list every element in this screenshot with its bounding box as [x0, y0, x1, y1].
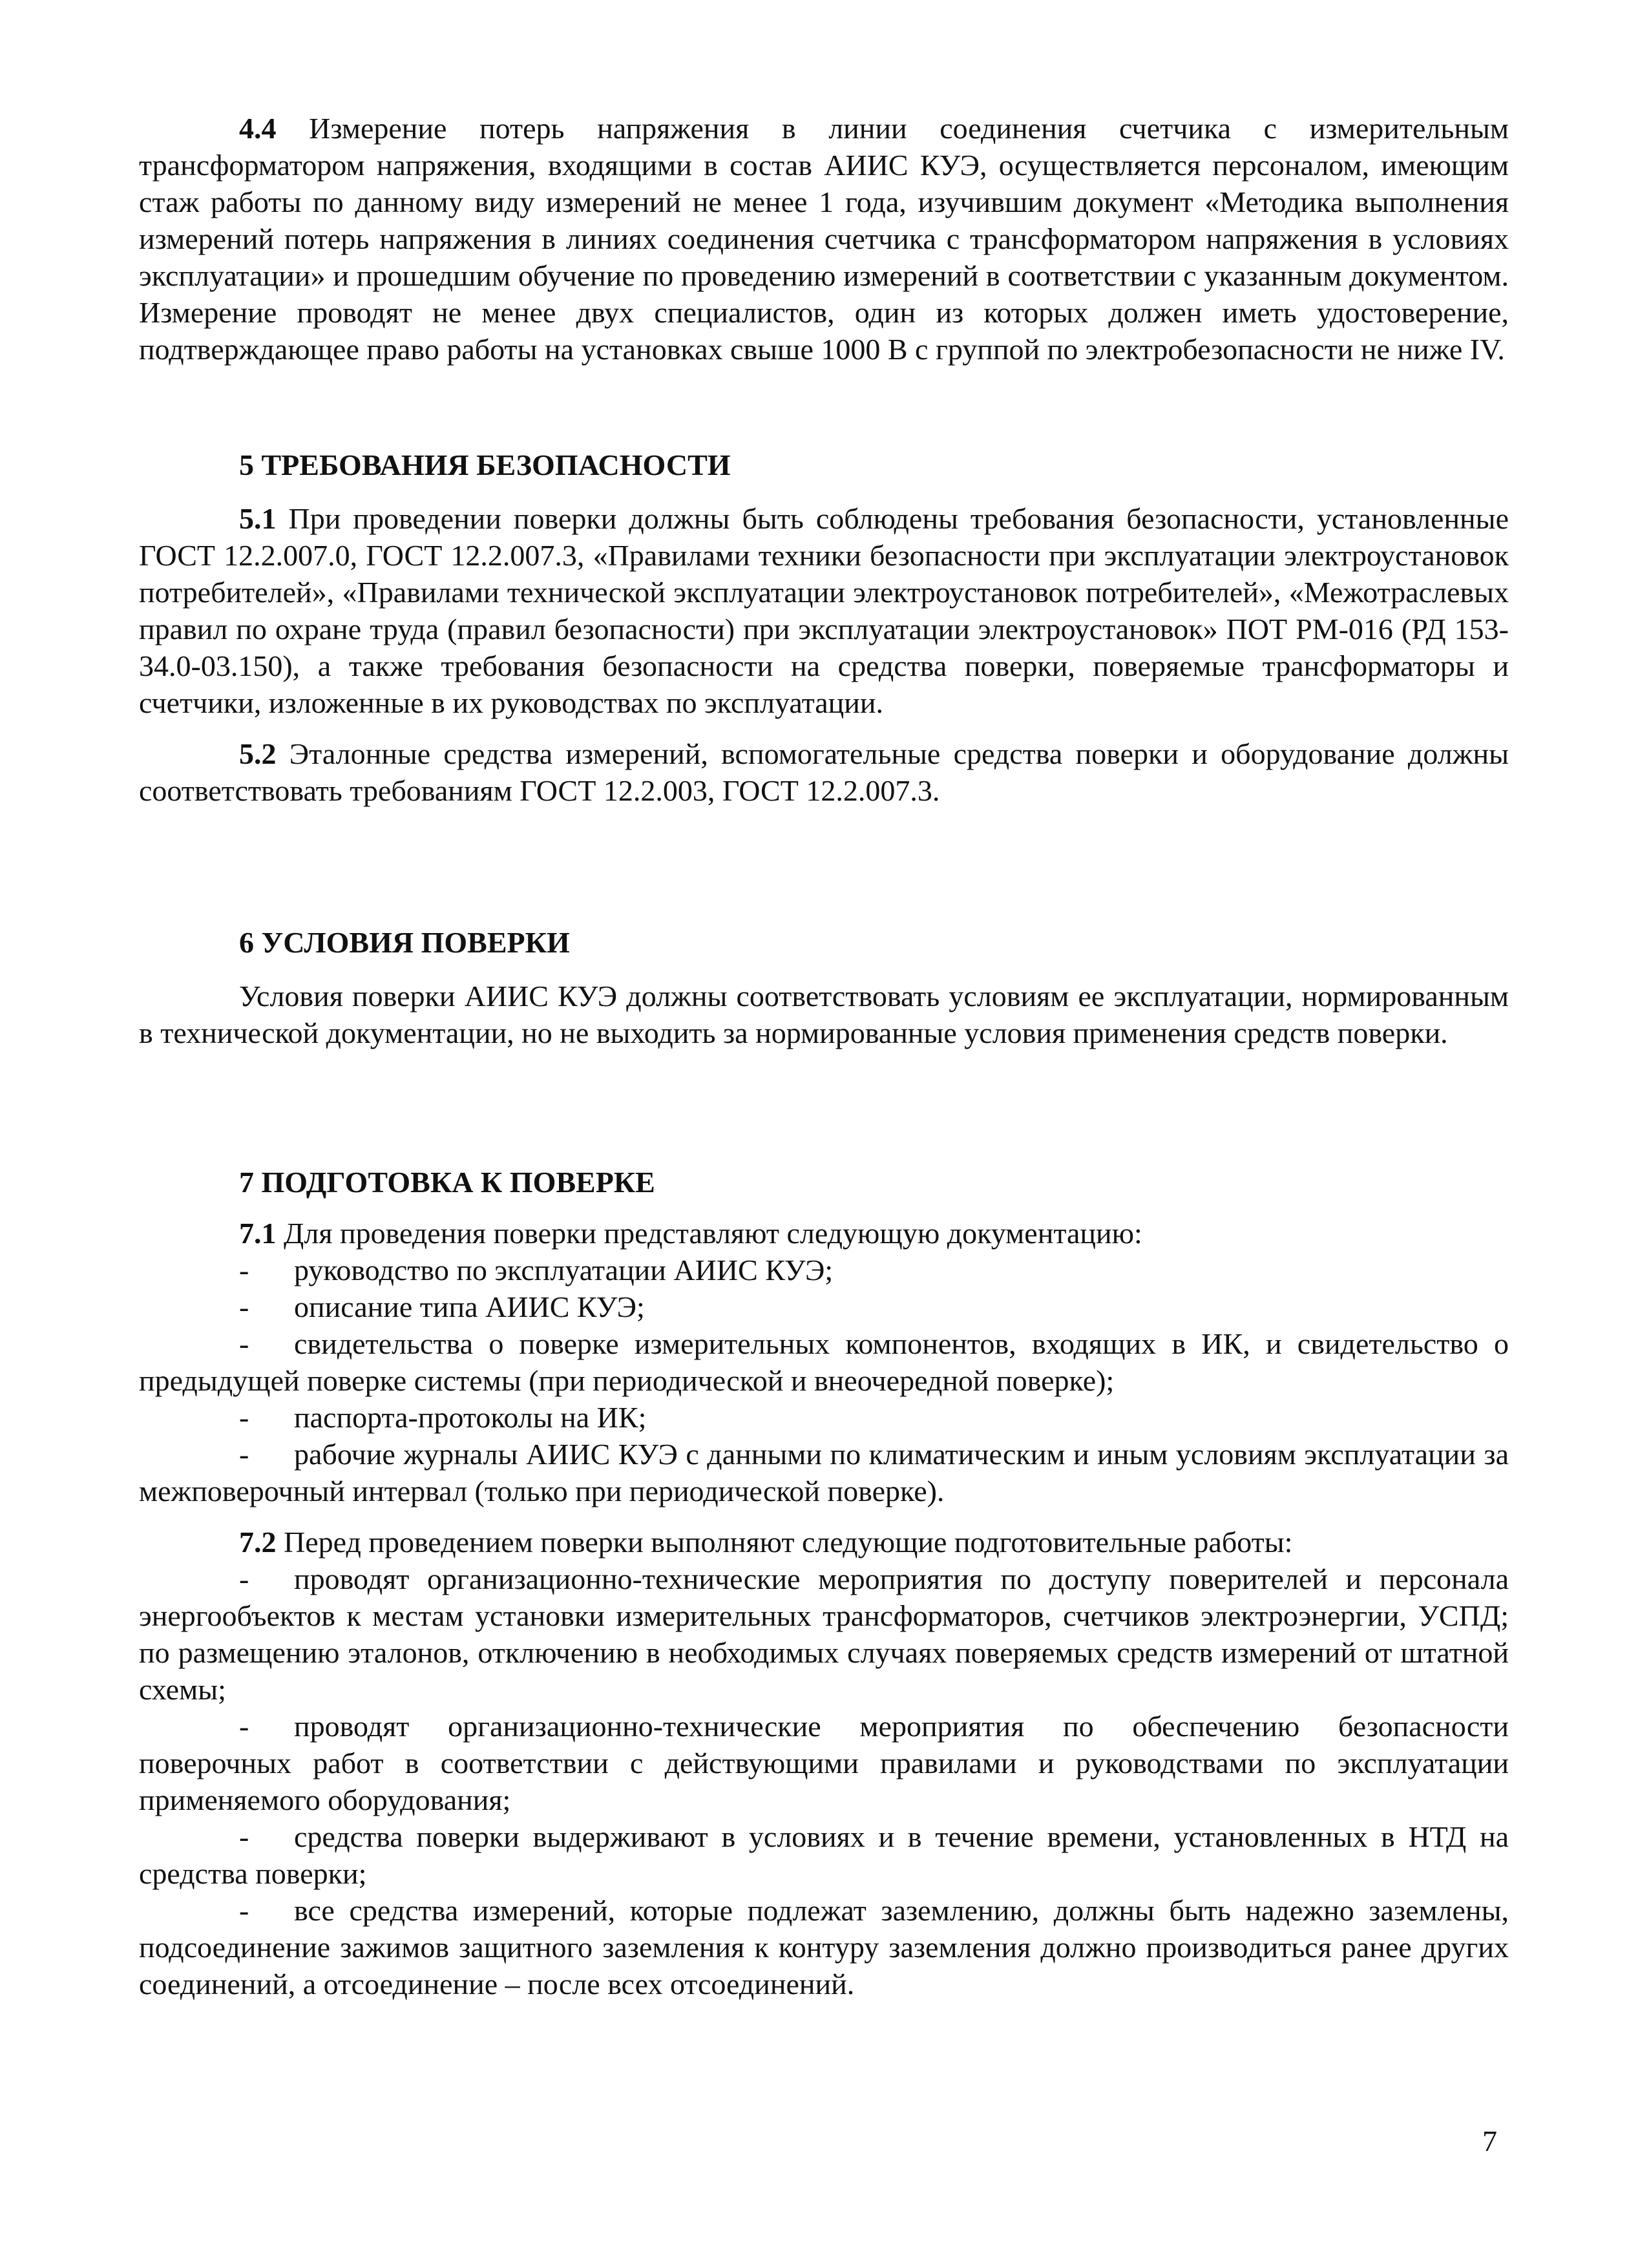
paragraph-5-2: [139, 735, 1509, 809]
list-item-text: все средства измерений, которые подлежат заземлению, должны быть надежно заземлены, подсоединение зажимов защитного заземления к контуру заземления должно производиться ранее других соединений, а отсоединение – после всех отсоединений.: [139, 1894, 1509, 2000]
paragraph-text: Условия поверки АИИС КУЭ должны соответствовать условиям ее эксплуатации, нормированным в технической документации, но не выходить за нормированные условия применения средств поверки.: [139, 980, 1509, 1049]
list-item: [139, 1818, 1509, 1892]
list-item: [139, 1708, 1509, 1818]
list-item-text: свидетельства о поверке измерительных компонентов, входящих в ИК, и свидетельство о предыдущей поверке системы (при периодической и внеочередной поверке);: [139, 1327, 1509, 1397]
paragraph-7-1: [139, 1215, 1509, 1252]
list-item: [139, 1288, 1509, 1325]
list-item-text: паспорта-протоколы на ИК;: [294, 1401, 647, 1434]
list-item-text: средства поверки выдерживают в условиях и в течение времени, установленных в НТД на средства поверки;: [139, 1820, 1509, 1890]
list-item: [139, 1399, 1509, 1436]
list-item: [139, 1252, 1509, 1288]
dash-bullet: -: [239, 1820, 249, 1853]
document-page: [139, 110, 1509, 2229]
list-item: [139, 1892, 1509, 2002]
dash-bullet: -: [239, 1401, 249, 1434]
dash-bullet: -: [239, 1562, 249, 1595]
paragraph-7-2: [139, 1524, 1509, 1560]
list-item: [139, 1325, 1509, 1399]
page-number: 7: [1482, 2125, 1497, 2158]
dash-bullet: -: [239, 1254, 249, 1286]
list-item: [139, 1560, 1509, 1708]
list-7-1: [139, 1252, 1509, 1509]
paragraph-number: 5.1: [239, 502, 277, 535]
paragraph-6: [139, 978, 1509, 1051]
paragraph-text: Для проведения поверки представляют следующую документацию:: [284, 1217, 1142, 1250]
dash-bullet: -: [239, 1438, 249, 1471]
list-item-text: проводят организационно-технические мероприятия по обеспечению безопасности поверочных работ в соответствии с действующими правилами и руководствами по эксплуатации применяемого оборудования;: [139, 1710, 1509, 1816]
paragraph-text: Эталонные средства измерений, вспомогательные средства поверки и оборудование должны соответствовать требованиям ГОСТ 12.2.003, ГОСТ 12.2.007.3.: [139, 737, 1509, 807]
paragraph-text: Измерение потерь напряжения в линии соединения счетчика с измерительным трансформатором напряжения, входящими в состав АИИС КУЭ, осуществляется персоналом, имеющим стаж работы по данному виду измерений не менее 1 года, изучившим документ «Методика выполнения измерений потерь напряжения в линиях соединения счетчика с трансформатором напряжения в условиях эксплуатации» и прошедшим обучение по проведению измерений в соответствии с указанным документом. Измерение проводят не менее двух специалистов, один из которых должен иметь удостоверение, подтверждающее право работы на установках свыше 1000 В с группой по электробезопасности не ниже IV.: [139, 112, 1509, 366]
paragraph-5-1: [139, 500, 1509, 721]
dash-bullet: -: [239, 1894, 249, 1927]
paragraph-text: При проведении поверки должны быть соблюдены требования безопасности, установленные ГОСТ 12.2.007.0, ГОСТ 12.2.007.3, «Правилами техники безопасности при эксплуатации электроустановок потребителей», «Правилами технической эксплуатации электроустановок потребителей», «Межотраслевых правил по охране труда (правил безопасности) при эксплуатации электроустановок» ПОТ РМ-016 (РД 153-34.0-03.150), а также требования безопасности на средства поверки, поверяемые трансформаторы и счетчики, изложенные в их руководствах по эксплуатации.: [139, 502, 1509, 719]
dash-bullet: -: [239, 1327, 249, 1360]
section-5-title: 5 ТРЕБОВАНИЯ БЕЗОПАСНОСТИ: [239, 448, 731, 481]
list-item-text: рабочие журналы АИИС КУЭ с данными по климатическим и иным условиям эксплуатации за межповерочный интервал (только при периодической поверке).: [139, 1438, 1509, 1507]
paragraph-text: Перед проведением поверки выполняют следующие подготовительные работы:: [284, 1526, 1293, 1559]
paragraph-4-4: [139, 110, 1509, 368]
paragraph-number: 7.2: [239, 1526, 277, 1559]
paragraph-number: 4.4: [239, 112, 277, 145]
paragraph-number: 7.1: [239, 1217, 277, 1250]
dash-bullet: -: [239, 1710, 249, 1743]
list-item-text: руководство по эксплуатации АИИС КУЭ;: [294, 1254, 834, 1286]
list-item: [139, 1436, 1509, 1509]
section-6-title: 6 УСЛОВИЯ ПОВЕРКИ: [239, 926, 570, 959]
dash-bullet: -: [239, 1290, 249, 1323]
list-item-text: проводят организационно-технические мероприятия по доступу поверителей и персонала энергообъектов к местам установки измерительных трансформаторов, счетчиков электроэнергии, УСПД; по размещению эталонов, отключению в необходимых случаях поверяемых средств измерений от штатной схемы;: [139, 1562, 1509, 1706]
section-7-title: 7 ПОДГОТОВКА К ПОВЕРКЕ: [239, 1166, 655, 1199]
list-7-2: [139, 1560, 1509, 2002]
paragraph-number: 5.2: [239, 737, 277, 770]
list-item-text: описание типа АИИС КУЭ;: [294, 1290, 645, 1323]
